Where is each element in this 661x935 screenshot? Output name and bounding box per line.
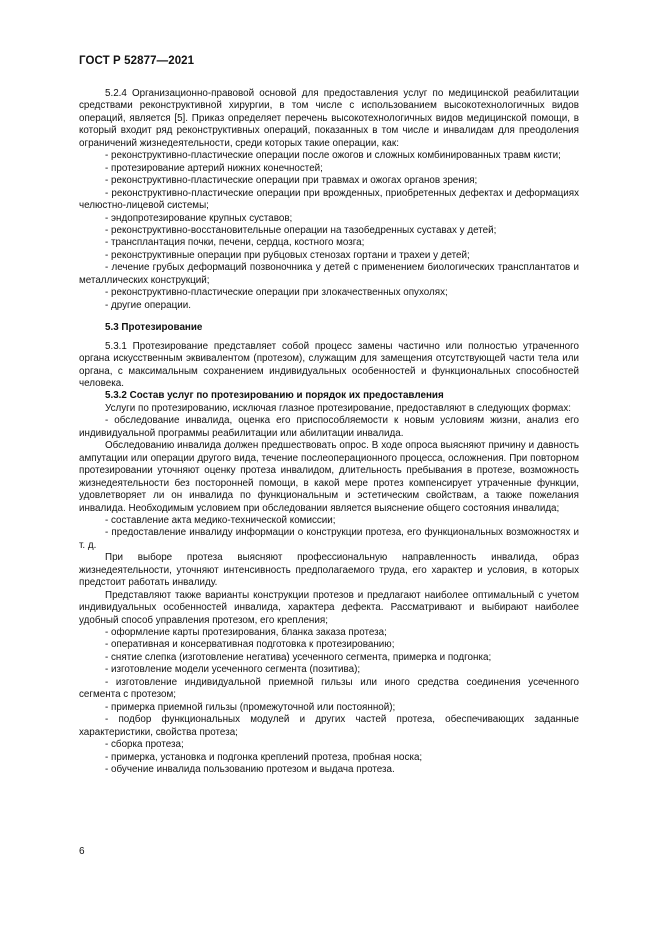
paragraph: Представляют также варианты конструкции протезов и предлагают наиболее оптимальный с учетом индивидуальных особенностей инвалида, характера дефекта. Рассматривают и выбирают наиболее удобный способ управления протезом, его крепления;: [79, 589, 579, 626]
list-item: - реконструктивно-пластические операции при травмах и ожогах органов зрения;: [105, 175, 478, 187]
paragraph: Услуги по протезированию, исключая глазное протезирование, предоставляют в следующих формах:: [105, 402, 571, 414]
list-item: - оформление карты протезирования, бланка заказа протеза;: [105, 627, 387, 639]
page-content: [79, 88, 579, 776]
list-item: - лечение грубых деформаций позвоночника у детей с применением биологических трансплантатов и металлических конструкций;: [79, 262, 579, 286]
list-item: - примерка приемной гильзы (промежуточной или постоянной);: [105, 701, 396, 713]
list-item: - изготовление модели усеченного сегмента (позитива);: [105, 664, 361, 676]
section-5-3-1-text: 5.3.1 Протезирование представляет собой процесс замены частично или полностью утраченного органа искусственным эквивалентом (протезом), служащим для замещения отсутствующей части тела или органа, с максимальным сохранением индивидуальных особенностей и функциональных способностей человека.: [79, 340, 579, 389]
list-item: - трансплантация почки, печени, сердца, костного мозга;: [105, 237, 365, 249]
section-5-3-title: 5.3 Протезирование: [105, 322, 203, 334]
section-5-2-4-intro: 5.2.4 Организационно-правовой основой для предоставления услуг по медицинской реабилитации средствами реконструктивной хирургии, в том числе с использованием высокотехнологичных видов операций, является [5]. Приказ определяет перечень высокотехнологичных видов медицинской помощи, в который входит ряд реконструктивных операций, показанных в том числе и инвалидам для преодоления ограничений жизнедеятельности, среди которых такие операции, как:: [79, 88, 579, 149]
list-item: - оперативная и консервативная подготовка к протезированию;: [105, 639, 395, 651]
list-item: - изготовление индивидуальной приемной гильзы или иного средства соединения усеченного сегмента с протезом;: [79, 676, 579, 701]
list-item: - реконструктивные операции при рубцовых стенозах гортани и трахеи у детей;: [105, 249, 470, 261]
list-item: - протезирование артерий нижних конечностей;: [105, 162, 323, 174]
list-item: - сборка протеза;: [105, 739, 184, 751]
paragraph: - обследование инвалида, оценка его приспособляемости к новым условиям жизни, анализ его индивидуальной программы реабилитации или абилитации инвалида.: [79, 415, 579, 439]
list-item: - реконструктивно-пластические операции после ожогов и сложных комбинированных травм кисти;: [105, 150, 561, 162]
list-item: - примерка, установка и подгонка креплений протеза, пробная носка;: [105, 751, 423, 763]
document-header: ГОСТ Р 52877—2021: [79, 55, 195, 67]
list-item: - снятие слепка (изготовление негатива) усеченного сегмента, примерка и подгонка;: [105, 651, 492, 663]
list-item: - реконструктивно-пластические операции при врожденных, приобретенных дефектах и деформациях челюстно-лицевой системы;: [79, 187, 579, 212]
list-item: - реконструктивно-восстановительные операции на тазобедренных суставах у детей;: [105, 224, 497, 236]
list-item: - подбор функциональных модулей и других частей протеза, обеспечивающих заданные характеристики, свойства протеза;: [79, 714, 579, 738]
section-5-3-2-title: 5.3.2 Состав услуг по протезированию и порядок их предоставления: [105, 390, 444, 402]
list-item: - реконструктивно-пластические операции при злокачественных опухолях;: [105, 287, 448, 299]
paragraph: При выборе протеза выясняют профессиональную направленность инвалида, образ жизнедеятельности, уточняют интенсивность предполагаемого труда, его характер и условия, в которых предстоит работать инвалиду.: [79, 552, 579, 589]
page-number: 6: [79, 846, 85, 857]
paragraph: - предоставление инвалиду информации о конструкции протеза, его функциональных возможностях и т. д.: [79, 527, 579, 551]
paragraph: - составление акта медико-технической комиссии;: [105, 514, 336, 526]
list-item: - другие операции.: [105, 299, 191, 311]
list-item: - эндопротезирование крупных суставов;: [105, 212, 293, 224]
paragraph: Обследованию инвалида должен предшествовать опрос. В ходе опроса выясняют причину и давность ампутации или операции другого вида, течение послеоперационного процесса, осложнения. При повторном протезировании уточняют оценку протеза инвалидом, длительность пребывания в протезе, возможность жизнедеятельности без посторонней помощи, в какой мере протез компенсирует утраченные функции, удовлетворяет ли он инвалида по функциональным и эстетическим свойствам, а также пожелания инвалида. Необходимым условием при обследовании является выяснение общего состояния инвалида;: [79, 440, 579, 514]
list-item: - обучение инвалида пользованию протезом и выдача протеза.: [105, 764, 395, 776]
